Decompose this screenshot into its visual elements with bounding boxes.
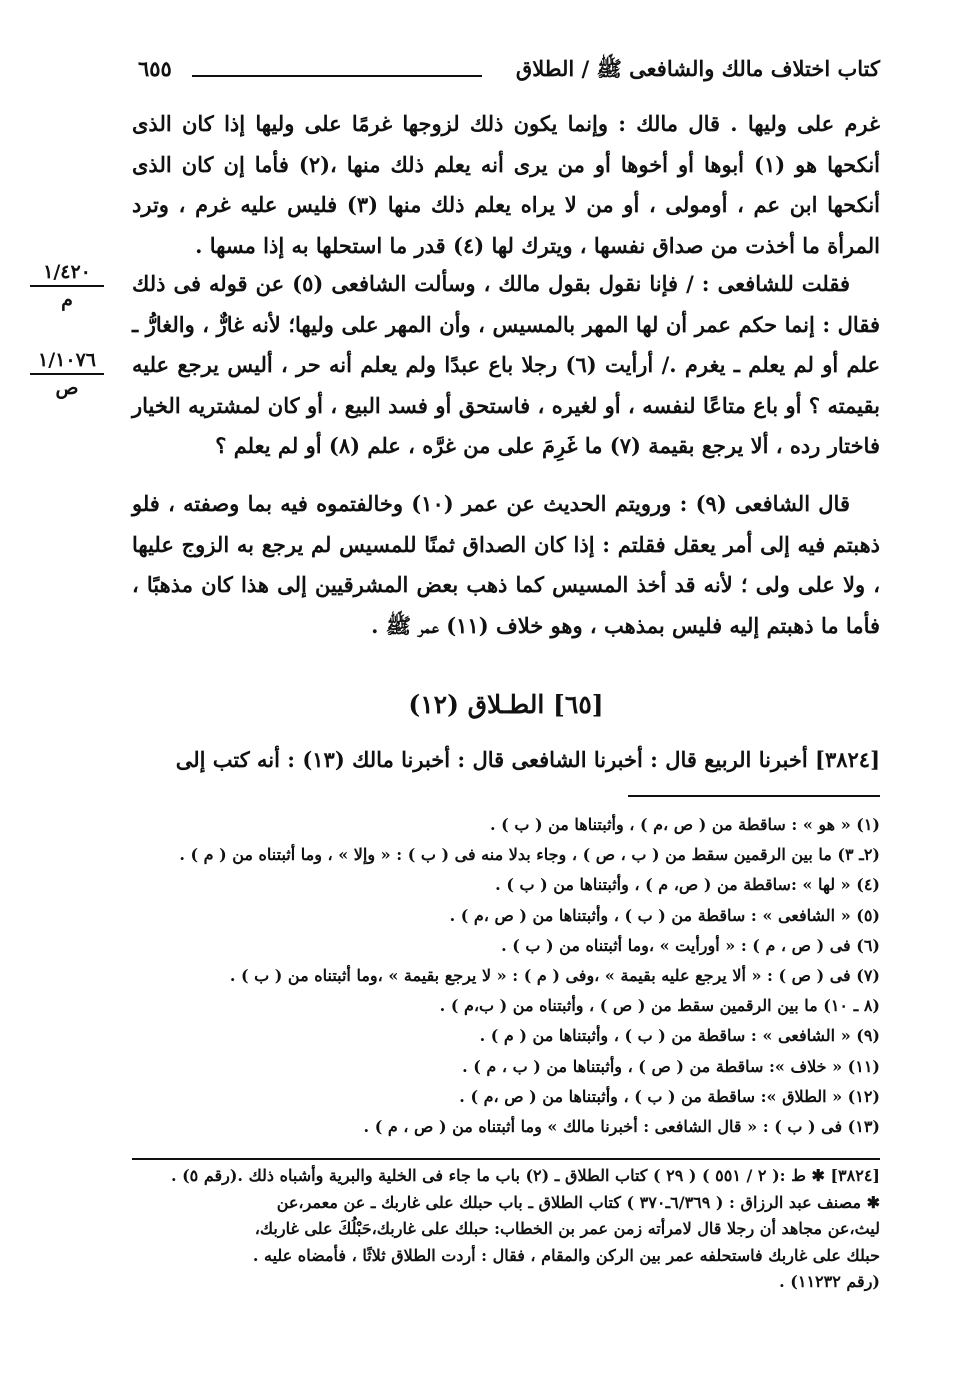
reference-line: ليث،عن مجاهد أن رجلا قال لامرأته زمن عمر بن الخطاب: حبلك على غاربك،حَبْلُكَ على غاربك، xyxy=(254,1219,880,1238)
page-number: ٦٥٥ xyxy=(138,56,172,81)
paragraph-3: قال الشافعى (٩) : ورويتم الحديث عن عمر (١٠) وخالفتموه فيه بما وصفته ، فلو ذهبتم فيه إلى أمر يعقل فقلتم : إذا كان الصداق ثمنًا للمسيس لم يرجع به الزوج عليها ، ولا على ولى ؛ لأنه قد أخذ المسيس كما ذهب بعض المشرقيين إلى هذا كان مذهبًا ، فأما ما ذهبتم إليه فليس بمذهب ، وهو خلاف (١١) عمر ﷺ . xyxy=(132,491,880,638)
footnote: (١٢) « الطلاق »: ساقطة من ( ب ) ، وأثبتناها من ( ص ،م ) . xyxy=(459,1086,880,1106)
footnote: (١) « هو » : ساقطة من ( ص ،م ) ، وأثبتناها من ( ب ) . xyxy=(490,815,880,834)
footnote: (٨ ـ ١٠) ما بين الرقمين سقط من ( ص ) ، وأثبتناه من ( ب،م ) . xyxy=(439,996,880,1016)
margin-ref-m-label: م xyxy=(61,288,73,311)
paragraph-4: [٣٨٢٤] أخبرنا الربيع قال : أخبرنا الشافعى قال : أخبرنا مالك (١٣) : أنه كتب إلى xyxy=(175,747,880,772)
footnote: (٥) « الشافعى » : ساقطة من ( ب ) ، وأثبتناها من ( ص ،م ) . xyxy=(449,905,880,925)
footnote: (١١) « خلاف »: ساقطة من ( ص ) ، وأثبتناها من ( ب ، م ) . xyxy=(462,1056,880,1076)
running-header xyxy=(138,56,880,90)
margin-ref-s xyxy=(30,350,104,399)
margin-ref-m-value: ١/٤٢٠ xyxy=(30,262,104,287)
header-title: كتاب اختلاف مالك والشافعى ﷺ / الطلاق xyxy=(515,56,880,81)
paragraph-2: فقلت للشافعى : / فإنا نقول بقول مالك ، وسألت الشافعى (٥) عن قوله فى ذلك فقال : إنما حكم عمر أن لها المهر بالمسيس ، وأن المهر على وليها؛ لأنه غارٌّ ، والغارُّ ـ علم أو لم يعلم ـ يغرم ./ أرأيت (٦) رجلا باع عبدًا ولم يعلم أنه حر ، أليس يرجع عليه بقيمته ؟ أو باع متاعًا لنفسه ، أو لغيره ، فاستحق أو فسد البيع ، أو كان لمشتريه الخيار فاختار رده ، ألا يرجع بقيمة (٧) ما غَرِمَ على من غرَّه ، علم (٨) أو لم يعلم ؟ xyxy=(132,271,880,458)
footnote-separator xyxy=(628,795,880,797)
margin-ref-m xyxy=(30,262,104,311)
footnote: (٧) فى ( ص ) : « ألا يرجع عليه بقيمة » ،وفى ( م ) : « لا يرجع بقيمة » ،وما أثبتناه من ( ب ) . xyxy=(229,966,880,986)
footnote: (٤) « لها » :ساقطة من ( ص، م ) ، وأثبتناها من ( ب ) . xyxy=(495,875,880,895)
reference-line: ✱ مصنف عبد الرزاق : ( ٦/٣٦٩ـ٣٧٠ ) كتاب الطلاق ـ باب حبلك على غاربك ـ عن معمر،عن xyxy=(276,1192,880,1212)
reference-separator xyxy=(132,1158,880,1160)
margin-ref-s-label: ص xyxy=(55,376,79,399)
reference-line: (رقم ١١٢٣٢) . xyxy=(779,1272,880,1291)
reference-line: حبلك على غاربك فاستحلفه عمر بين الركن والمقام ، فقال : أردت الطلاق ثلاثًا ، فأمضاه عليه . xyxy=(252,1245,880,1265)
paragraph-1: غرم على وليها . قال مالك : وإنما يكون ذلك لزوجها غرمًا على وليها إذا كان الذى أنكحها هو (١) أبوها أو أخوها أو من يرى أنه يعلم ذلك منها ،(٢) فأما إن كان الذى أنكحها ابن عم ، أومولى ، أو من لا يراه يعلم ذلك منها (٣) فليس عليه غرم ، وترد المرأة ما أخذت من صداق نفسها ، ويترك لها (٤) قدر ما استحلها به إذا مسها . xyxy=(132,111,880,258)
reference-line: [٣٨٢٤] ✱ ط :( ٢ / ٥٥١ ) ( ٢٩ ) كتاب الطلاق ـ (٢) باب ما جاء فى الخلية والبرية وأشباه ذلك .(رقم ٥) . xyxy=(170,1166,880,1185)
footnotes xyxy=(132,810,880,1142)
footnote: (١٣) فى ( ب ) : « قال الشافعى : أخبرنا مالك » وما أثبتناه من ( ص ، م ) . xyxy=(363,1117,880,1137)
margin-ref-s-value: ١/١٠٧٦ xyxy=(30,350,104,375)
header-rule xyxy=(192,75,482,77)
footnote: (٦) فى ( ص ، م ) : « أورأيت » ،وما أثبتناه من ( ب ) . xyxy=(501,935,880,955)
source-references xyxy=(132,1163,880,1296)
footnote: (٢ـ ٣) ما بين الرقمين سقط من ( ب ، ص ) ، وجاء بدلا منه فى ( ب ) : « وإلا » ، وما أثبتناه من ( م ) . xyxy=(179,845,880,865)
footnote: (٩) « الشافعى » : ساقطة من ( ب ) ، وأثبتناها من ( م ) . xyxy=(479,1026,880,1046)
section-heading: [٦٥] الطـلاق (١٢) xyxy=(408,690,604,719)
